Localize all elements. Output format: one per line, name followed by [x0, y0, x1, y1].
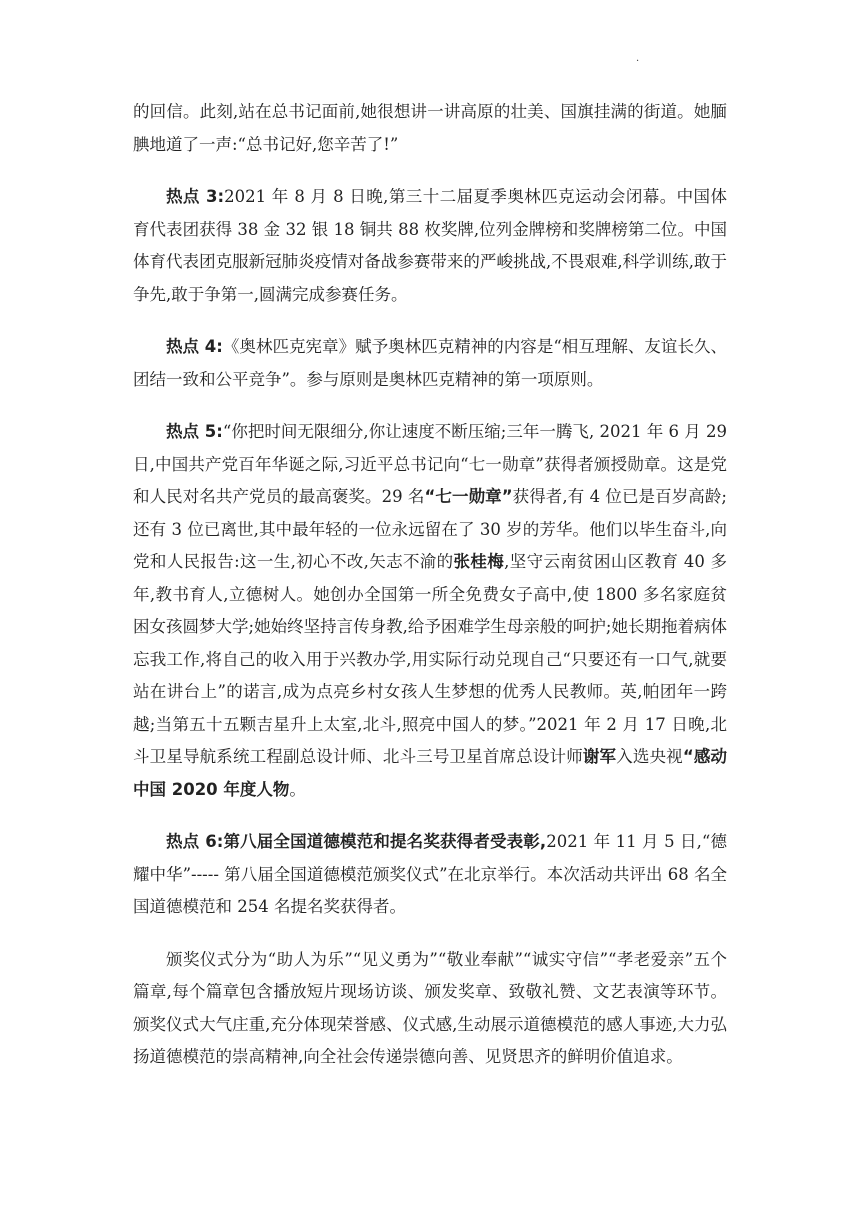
paragraph-text: 的回信。此刻,站在总书记面前,她很想讲一讲高原的壮美、国旗挂满的街道。她腼腆地道了一声:“总书记好,您辛苦了!” — [133, 102, 727, 154]
bold-term: 谢军 — [582, 747, 617, 766]
paragraph-hotspot-5 — [133, 416, 727, 806]
hotspot-label: 热点 3: — [166, 187, 225, 206]
paragraph-text: 2021 年 11 月 5 日,“德耀中华”----- 第八届全国道德模范颁奖仪式”在北京举行。本次活动共评出 68 名全国道德模范和 254 名提名奖获得者。 — [133, 832, 728, 916]
paragraph-text: 入选央视 — [616, 747, 683, 766]
hotspot-label: 热点 5: — [166, 422, 223, 441]
header-dot: · — [636, 56, 640, 67]
hotspot-label: 热点 6:第八届全国道德模范和提名奖获得者受表彰, — [166, 832, 547, 851]
paragraph-hotspot-6 — [133, 826, 727, 924]
bold-term: 张桂梅 — [453, 552, 505, 571]
paragraph-text: 《奥林匹克宪章》赋予奥林匹克精神的内容是“相互理解、友谊长久、团结一致和公平竞争”。参与原则是奥林匹克精神的第一项原则。 — [133, 337, 727, 389]
bold-term: “感动中国 2020 年度人物 — [133, 747, 728, 799]
paragraph-text: 颁奖仪式分为“助人为乐”“见义勇为”“敬业奉献”“诚实守信”“孝老爱亲”五个篇章,每个篇章包含播放短片现场访谈、颁发奖章、致敬礼赞、文艺表演等环节。颁奖仪式大气庄重,充分体现荣誉感、仪式感,生动展示道德模范的感人事迹,大力弘扬道德模范的崇高精神,向全社会传递崇德向善、见贤思齐的鲜明价值追求。 — [133, 949, 727, 1066]
paragraph-ceremony — [133, 944, 727, 1074]
paragraph-text: “你把时间无限细分,你让速度不断压缩;三年一腾飞, 2021 年 6 月 29 日,中国共产党百年华诞之际,习近平总书记向“七一勋章”获得者颁授勋章。这是党和人民对名共产党员的最高褒奖。29 名 — [133, 422, 727, 506]
paragraph-text: 2021 年 8 月 8 日晚,第三十二届夏季奥林匹克运动会闭幕。中国体育代表团获得 38 金 32 银 18 铜共 88 枚奖牌,位列金牌榜和奖牌榜第二位。中国体育代表团克服新冠肺炎疫情对备战参赛带来的严峻挑战,不畏艰难,科学训练,敢于争先,敢于争第一,圆满完成参赛任务。 — [133, 187, 727, 304]
hotspot-label: 热点 4: — [166, 337, 223, 356]
paragraph-text: 。 — [289, 779, 306, 799]
paragraph-hotspot-4 — [133, 331, 727, 396]
document-page — [133, 96, 727, 1074]
paragraph-text: 获得者,有 4 位已是百岁高龄;还有 3 位已离世,其中最年轻的一位永远留在了 30 岁的芳华。他们以毕生奋斗,向党和人民报告:这一生,初心不改,矢志不渝的 — [133, 487, 727, 571]
paragraph-text: ,坚守云南贫困山区教育 40 多年,教书育人,立德树人。她创办全国第一所全免费女子高中,使 1800 多名家庭贫困女孩圆梦大学;她始终坚持言传身教,给予困难学生母亲般的呵护;她长期拖着病体忘我工作,将自己的收入用于兴教办学,用实际行动兑现自己“只要还有一口气,就要站在讲台上”的诺言,成为点亮乡村女孩人生梦想的优秀人民教师。英,帕团年一跨越;当第五十五颗吉星升上太室,北斗,照亮中国人的梦。”2021 年 2 月 17 日晚,北斗卫星导航系统工程副总设计师、北斗三号卫星首席总设计师 — [133, 552, 727, 766]
bold-term: “七一勋章” — [424, 487, 513, 506]
paragraph-hotspot-3 — [133, 181, 727, 311]
paragraph-reply-letter — [133, 96, 727, 161]
